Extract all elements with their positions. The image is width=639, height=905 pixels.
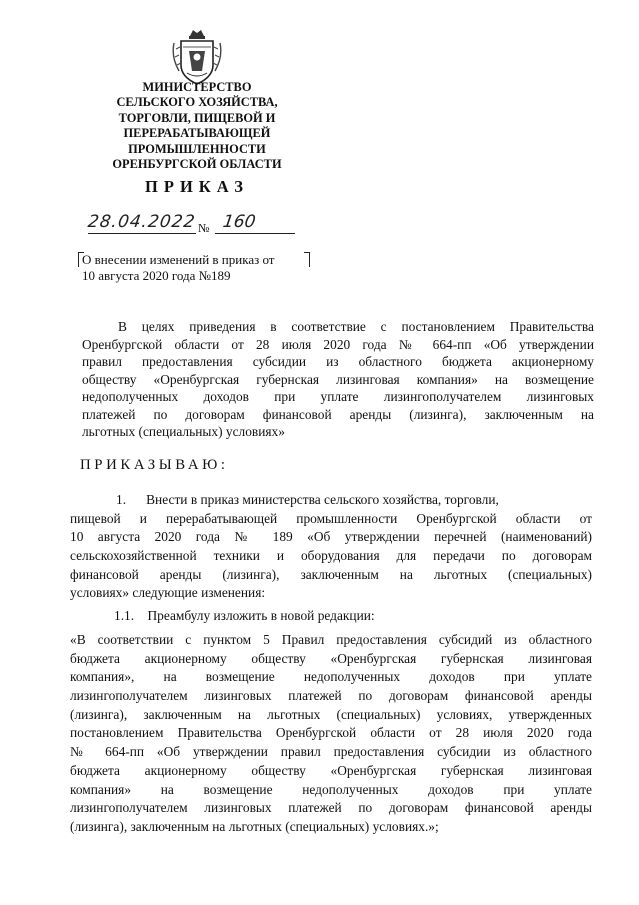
preamble-line: правил предоставления субсидии из областного бюджета акционерному [82, 354, 594, 369]
subject-line: О внесении изменений в приказ от [82, 252, 275, 267]
item-1-line: финансовой аренды (лизинга), заключенным на льготных (специальных) [70, 566, 592, 582]
quote-line: лизингополучателем лизинговых платежей по договорам финансовой аренды [70, 688, 592, 704]
coat-of-arms-emblem [171, 27, 223, 87]
ministry-line: МИНИСТЕРСТВО [142, 80, 252, 94]
order-word: ПРИКАЗЫВАЮ: [80, 457, 229, 473]
date-underline [88, 233, 196, 234]
quote-line: лизингополучателем лизинговых платежей по договорам финансовой аренды [70, 800, 592, 816]
quote-line: (лизинга), заключенным на льготных (специальных) условиях.»; [70, 818, 439, 834]
quote-line: компания», на возмещение недополученных доходов при уплате [70, 669, 592, 685]
number-sign: № [198, 221, 210, 235]
quote-line: компания» на возмещение недополученных доходов при уплате [70, 781, 592, 797]
preamble-line: льготных (специальных) условиях» [82, 424, 285, 439]
ministry-line: ТОРГОВЛИ, ПИЩЕВОЙ И [118, 110, 276, 125]
ministry-line: ПЕРЕРАБАТЫВАЮЩЕЙ [123, 126, 271, 141]
preamble-line: платежей по договорам финансовой аренды (лизинга), заключенным на [82, 406, 594, 422]
ministry-line: ОРЕНБУРГСКОЙ ОБЛАСТИ [112, 157, 282, 172]
preamble-line: В целях приведения в соответствие с постановлением Правительства [118, 319, 594, 334]
item-1-line: пищевой и перерабатывающей промышленности Оренбургской области от [70, 510, 592, 526]
order-subject [82, 252, 275, 284]
quote-line: «В соответствии с пунктом 5 Правил предоставления субсидий из областного [70, 632, 592, 647]
document-type-title: ПРИКАЗ [145, 177, 249, 196]
item-1-line: условиях» следующие изменения: [70, 585, 266, 601]
preamble-line: недополученных доходов при уплате лизингополучателем лизинговых [82, 389, 594, 404]
ministry-line: СЕЛЬСКОГО ХОЗЯЙСТВА, [116, 95, 278, 110]
ministry-name [96, 80, 298, 172]
item-1-1-heading: 1.1. Преамбулу изложить в новой редакции: [114, 608, 375, 623]
subject-bracket-right [304, 252, 310, 267]
quoted-preamble [70, 631, 592, 837]
quote-line: (лизинга), заключенным на льготных (специальных) условиях, утвержденных [70, 706, 592, 722]
number-underline [215, 233, 295, 234]
handwritten-number: 160 [221, 212, 257, 232]
handwritten-date: 28.04.2022 [86, 212, 197, 232]
item-1-paragraph [70, 491, 592, 603]
item-1-line: 1. Внести в приказ министерства сельского хозяйства, торговли, [116, 492, 499, 507]
quote-line: постановлением Правительства Оренбургской области от 28 июля 2020 года [70, 725, 592, 741]
preamble-paragraph [82, 318, 594, 441]
quote-line: бюджета акционерному обществу «Оренбургская губернская лизинговая [70, 650, 592, 666]
quote-line: № 664-пп «Об утверждении правил предоставления субсидии из областного [70, 744, 592, 760]
quote-line: бюджета акционерному обществу «Оренбургская губернская лизинговая [70, 762, 592, 778]
ministry-line: ПРОМЫШЛЕННОСТИ [128, 141, 266, 156]
preamble-line: Оренбургской области от 28 июля 2020 года № 664-пп «Об утверждении [82, 336, 594, 352]
item-1-line: 10 августа 2020 года № 189 «Об утверждении перечней (наименований) [70, 529, 592, 545]
subject-line: 10 августа 2020 года №189 [82, 268, 231, 283]
item-1-line: сельскохозяйственной техники и оборудования для передачи по договорам [70, 548, 592, 564]
preamble-line: обществу «Оренбургская губернская лизинговая компания» на возмещение [82, 371, 594, 387]
